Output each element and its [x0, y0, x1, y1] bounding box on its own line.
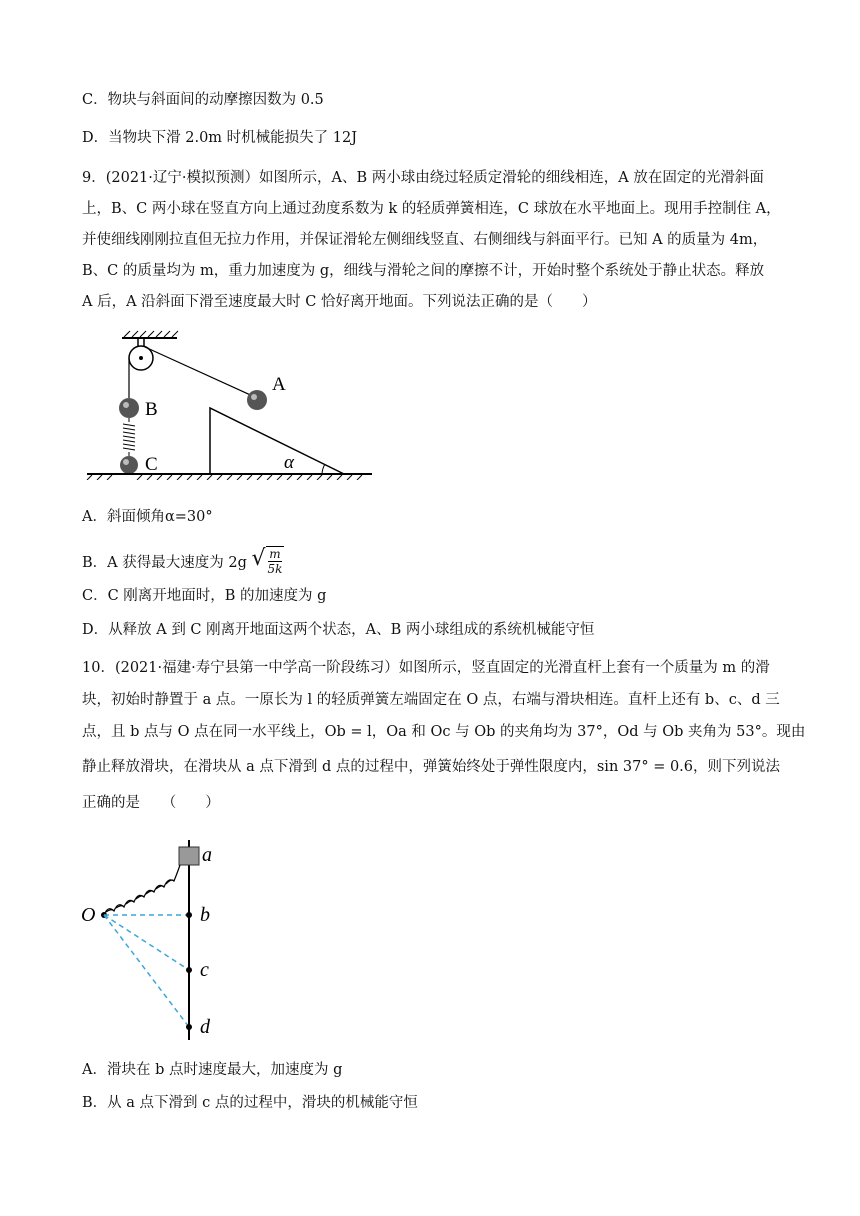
q10-option-b: B．从 a 点下滑到 c 点的过程中，滑块的机械能守恒: [82, 1095, 418, 1111]
q9-text-line3: 并使细线刚刚拉直但无拉力作用，并保证滑轮左侧细线竖直、右侧细线与斜面平行。已知 A 的质量为 4m，: [82, 232, 768, 248]
slider-block: [179, 847, 199, 865]
option-d-prev: D．当物块下滑 2.0m 时机械能损失了 12J: [82, 130, 358, 146]
label-point-b: b: [200, 904, 210, 926]
sqrt-expression: √ $\frac{m}{5k}$: [251, 546, 283, 576]
q9-text-line2: 上，B、C 两小球在竖直方向上通过劲度系数为 k 的轻质弹簧相连，C 球放在水平地面上。现用手控制住 A，: [82, 201, 781, 217]
q10-text-line3: 点，且 b 点与 O 点在同一水平线上，Ob = l，Oa 和 Oc 与 Ob 的夹角均为 37°，Od 与 Ob 夹角为 53°。现由: [82, 724, 806, 740]
frac-denominator: 5k: [267, 562, 283, 576]
ball-b: [119, 398, 139, 418]
label-b: B: [145, 399, 158, 420]
label-point-d: d: [200, 1016, 210, 1038]
q9-text-line5: A 后，A 沿斜面下滑至速度最大时 C 恰好离开地面。下列说法正确的是（ ）: [82, 294, 597, 310]
q9-text-line1: 9．(2021·辽宁·模拟预测）如图所示，A、B 两小球由绕过轻质定滑轮的细线相连，A 放在固定的光滑斜面: [82, 170, 764, 186]
q9-text-line4: B、C 的质量均为 m，重力加速度为 g，细线与滑轮之间的摩擦不计，开始时整个系统处于静止状态。释放: [82, 263, 765, 279]
label-alpha: α: [284, 452, 294, 473]
q9-figure: [82, 330, 382, 480]
q9-option-d: D．从释放 A 到 C 刚离开地面这两个状态，A、B 两小球组成的系统机械能守恒: [82, 622, 595, 638]
incline: [210, 408, 344, 474]
q10-text-line1: 10．(2021·福建·寿宁县第一中学高一阶段练习）如图所示，竖直固定的光滑直杆上套有一个质量为 m 的滑: [82, 660, 770, 676]
q9-option-b: [82, 548, 284, 578]
label-point-a: a: [202, 844, 212, 866]
q10-text-line2: 块，初始时静置于 a 点。一原长为 l 的轻质弹簧左端固定在 O 点，右端与滑块相连。直杆上还有 b、c、d 三: [82, 692, 780, 708]
option-c-prev: C．物块与斜面间的动摩擦因数为 0.5: [82, 92, 324, 108]
q10-text-line4: 静止释放滑块，在滑块从 a 点下滑到 d 点的过程中，弹簧始终处于弹性限度内，sin 37° = 0.6，则下列说法: [82, 759, 781, 775]
q9-option-b-text: B．A 获得最大速度为 2g: [82, 555, 247, 571]
ball-a: [247, 390, 267, 410]
label-point-o: O: [81, 904, 96, 926]
q10-option-a: A．滑块在 b 点时速度最大，加速度为 g: [82, 1062, 343, 1078]
q10-figure: [78, 835, 238, 1045]
label-a: A: [272, 374, 286, 395]
q9-option-c: C．C 刚离开地面时，B 的加速度为 g: [82, 588, 327, 604]
q10-text-line5: 正确的是 （ ）: [82, 795, 220, 811]
frac-numerator: m: [269, 547, 281, 561]
label-point-c: c: [200, 959, 209, 981]
ball-c: [120, 456, 138, 474]
label-c: C: [145, 454, 158, 475]
q9-option-a: A．斜面倾角α=30°: [82, 509, 213, 525]
